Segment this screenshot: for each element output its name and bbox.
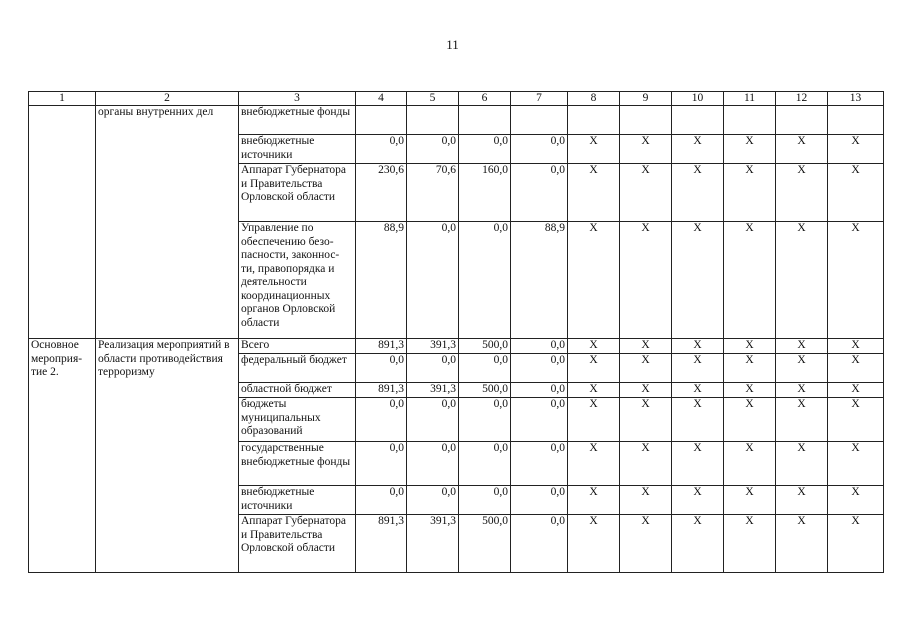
mark-cell: X — [672, 383, 724, 398]
mark-cell: X — [568, 164, 620, 222]
mark-cell: X — [828, 339, 884, 354]
column-header-3: 3 — [239, 92, 356, 106]
mark-cell: X — [724, 398, 776, 442]
mark-cell: X — [776, 135, 828, 164]
mark-cell: X — [828, 442, 884, 486]
header-row — [29, 92, 884, 106]
mark-cell: X — [776, 486, 828, 515]
funding-source-cell: областной бюджет — [239, 383, 356, 398]
mark-cell: X — [724, 442, 776, 486]
mark-cell: X — [776, 383, 828, 398]
mark-cell: X — [828, 135, 884, 164]
amount-cell: 0,0 — [511, 383, 568, 398]
amount-cell: 160,0 — [459, 164, 511, 222]
funding-source-cell: бюджеты муниципальных образований — [239, 398, 356, 442]
funding-source-cell: государственные внебюджетные фонды — [239, 442, 356, 486]
amount-cell: 0,0 — [511, 515, 568, 573]
mark-cell — [776, 106, 828, 135]
mark-cell: X — [828, 398, 884, 442]
mark-cell: X — [672, 515, 724, 573]
table-row — [29, 339, 884, 354]
mark-cell: X — [620, 135, 672, 164]
mark-cell: X — [724, 383, 776, 398]
mark-cell: X — [672, 354, 724, 383]
mark-cell: X — [620, 339, 672, 354]
column-header-5: 5 — [407, 92, 459, 106]
column-header-11: 11 — [724, 92, 776, 106]
mark-cell: X — [568, 383, 620, 398]
amount-cell: 0,0 — [511, 135, 568, 164]
column-header-4: 4 — [356, 92, 407, 106]
mark-cell: X — [828, 515, 884, 573]
mark-cell — [672, 106, 724, 135]
column-header-12: 12 — [776, 92, 828, 106]
amount-cell: 0,0 — [407, 442, 459, 486]
mark-cell: X — [568, 135, 620, 164]
event-code-cell: Основное мероприя-тие 2. — [29, 339, 96, 573]
amount-cell — [459, 106, 511, 135]
column-header-2: 2 — [96, 92, 239, 106]
amount-cell: 391,3 — [407, 383, 459, 398]
amount-cell: 0,0 — [459, 354, 511, 383]
mark-cell: X — [828, 164, 884, 222]
amount-cell: 0,0 — [407, 398, 459, 442]
funding-source-cell: Аппарат Губернатора и Правительства Орловской области — [239, 515, 356, 573]
amount-cell: 0,0 — [459, 442, 511, 486]
funding-source-cell: внебюджетные источники — [239, 486, 356, 515]
mark-cell: X — [776, 222, 828, 339]
mark-cell: X — [776, 339, 828, 354]
mark-cell: X — [568, 515, 620, 573]
mark-cell: X — [568, 486, 620, 515]
amount-cell: 88,9 — [511, 222, 568, 339]
amount-cell: 500,0 — [459, 515, 511, 573]
amount-cell: 500,0 — [459, 339, 511, 354]
amount-cell: 0,0 — [459, 398, 511, 442]
mark-cell — [724, 106, 776, 135]
mark-cell: X — [672, 339, 724, 354]
column-header-6: 6 — [459, 92, 511, 106]
mark-cell: X — [620, 398, 672, 442]
amount-cell: 391,3 — [407, 515, 459, 573]
column-header-10: 10 — [672, 92, 724, 106]
column-header-1: 1 — [29, 92, 96, 106]
mark-cell: X — [620, 164, 672, 222]
mark-cell: X — [724, 515, 776, 573]
funding-source-cell: Аппарат Губернатора и Правительства Орловской области — [239, 164, 356, 222]
amount-cell: 891,3 — [356, 383, 407, 398]
amount-cell: 891,3 — [356, 515, 407, 573]
mark-cell: X — [776, 442, 828, 486]
amount-cell: 0,0 — [511, 354, 568, 383]
funding-source-cell: федеральный бюджет — [239, 354, 356, 383]
amount-cell: 0,0 — [511, 164, 568, 222]
amount-cell: 0,0 — [511, 442, 568, 486]
amount-cell: 0,0 — [407, 354, 459, 383]
mark-cell: X — [776, 515, 828, 573]
funding-source-cell: Управление по обеспечению безо-пасности, законнос-ти, правопорядка и деятельности координационных органов Орловской области — [239, 222, 356, 339]
column-header-8: 8 — [568, 92, 620, 106]
mark-cell: X — [568, 442, 620, 486]
mark-cell: X — [672, 398, 724, 442]
event-code-cell — [29, 106, 96, 339]
amount-cell: 70,6 — [407, 164, 459, 222]
funding-source-cell: внебюджетные фонды — [239, 106, 356, 135]
mark-cell: X — [620, 486, 672, 515]
column-header-9: 9 — [620, 92, 672, 106]
mark-cell: X — [672, 135, 724, 164]
mark-cell: X — [724, 164, 776, 222]
mark-cell — [568, 106, 620, 135]
mark-cell: X — [724, 486, 776, 515]
mark-cell: X — [568, 398, 620, 442]
column-header-7: 7 — [511, 92, 568, 106]
mark-cell: X — [568, 354, 620, 383]
mark-cell: X — [828, 383, 884, 398]
page-number: 11 — [446, 37, 459, 52]
funding-source-cell: внебюджетные источники — [239, 135, 356, 164]
amount-cell: 0,0 — [356, 354, 407, 383]
mark-cell: X — [672, 164, 724, 222]
amount-cell: 0,0 — [407, 135, 459, 164]
amount-cell: 0,0 — [459, 135, 511, 164]
amount-cell — [511, 106, 568, 135]
mark-cell: X — [672, 442, 724, 486]
mark-cell: X — [672, 222, 724, 339]
amount-cell — [356, 106, 407, 135]
mark-cell: X — [672, 486, 724, 515]
amount-cell: 891,3 — [356, 339, 407, 354]
mark-cell: X — [828, 354, 884, 383]
mark-cell: X — [568, 222, 620, 339]
mark-cell: X — [724, 222, 776, 339]
amount-cell: 500,0 — [459, 383, 511, 398]
amount-cell: 391,3 — [407, 339, 459, 354]
budget-table — [28, 91, 884, 573]
amount-cell: 0,0 — [356, 398, 407, 442]
amount-cell — [407, 106, 459, 135]
mark-cell: X — [620, 354, 672, 383]
mark-cell: X — [828, 222, 884, 339]
mark-cell — [620, 106, 672, 135]
mark-cell: X — [620, 442, 672, 486]
amount-cell: 88,9 — [356, 222, 407, 339]
amount-cell: 0,0 — [356, 442, 407, 486]
mark-cell: X — [724, 339, 776, 354]
amount-cell: 0,0 — [511, 398, 568, 442]
amount-cell: 0,0 — [459, 222, 511, 339]
amount-cell: 0,0 — [459, 486, 511, 515]
column-header-13: 13 — [828, 92, 884, 106]
mark-cell: X — [620, 515, 672, 573]
mark-cell: X — [620, 222, 672, 339]
amount-cell: 0,0 — [407, 486, 459, 515]
amount-cell: 0,0 — [511, 486, 568, 515]
amount-cell: 0,0 — [356, 486, 407, 515]
mark-cell: X — [620, 383, 672, 398]
event-name-cell: Реализация мероприятий в области противодействия терроризму — [96, 339, 239, 573]
mark-cell: X — [568, 339, 620, 354]
mark-cell: X — [776, 164, 828, 222]
table-row — [29, 106, 884, 135]
amount-cell: 230,6 — [356, 164, 407, 222]
event-name-cell: органы внутренних дел — [96, 106, 239, 339]
amount-cell: 0,0 — [356, 135, 407, 164]
funding-source-cell: Всего — [239, 339, 356, 354]
mark-cell: X — [724, 135, 776, 164]
mark-cell: X — [776, 354, 828, 383]
mark-cell: X — [776, 398, 828, 442]
amount-cell: 0,0 — [511, 339, 568, 354]
mark-cell: X — [724, 354, 776, 383]
mark-cell — [828, 106, 884, 135]
mark-cell: X — [828, 486, 884, 515]
amount-cell: 0,0 — [407, 222, 459, 339]
